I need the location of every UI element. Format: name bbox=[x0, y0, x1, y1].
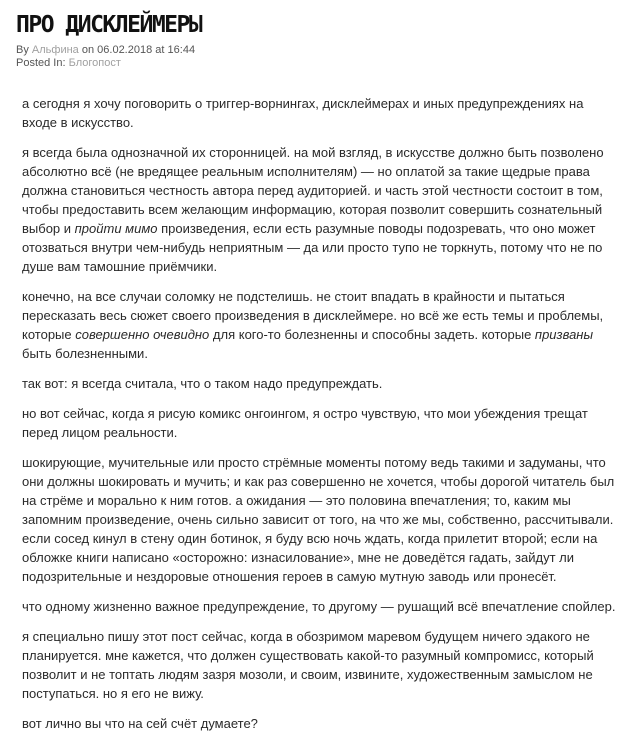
post-paragraph bbox=[22, 453, 622, 586]
posted-in-label: Posted In: bbox=[16, 57, 66, 69]
paragraph-text: вот лично вы что на сей счёт думаете? bbox=[22, 716, 258, 731]
by-prefix: By bbox=[16, 44, 29, 56]
post-title: ПРО ДИСКЛЕЙМЕРЫ bbox=[16, 12, 202, 38]
paragraph-text: для кого-то болезненны и способны задеть. которые bbox=[209, 327, 535, 342]
paragraph-text: быть болезненными. bbox=[22, 346, 148, 361]
post-paragraph bbox=[22, 94, 622, 132]
emphasis-text: совершенно очевидно bbox=[75, 327, 210, 342]
at-word: at bbox=[155, 44, 165, 56]
author-link[interactable]: Альфина bbox=[31, 44, 79, 56]
post-paragraph bbox=[22, 627, 622, 703]
emphasis-text: пройти мимо bbox=[74, 221, 158, 236]
paragraph-text: я всегда была однозначной их сторонницей. на мой взгляд, в искусстве должно быть позволено абсолютно всё (не вредящее реальным исполнителям) — но оплатой за такие щедрые права должна становиться честность автора перед аудиторией. и часть этой честности состоит в том, чтобы предоставить всем желающим информацию, которая позволит совершить сознательный выбор и bbox=[22, 145, 604, 236]
category-link[interactable]: Блогопост bbox=[68, 57, 121, 69]
post-paragraph bbox=[22, 287, 622, 363]
post-paragraph bbox=[22, 143, 622, 276]
post-paragraph bbox=[22, 597, 622, 616]
paragraph-text: так вот: я всегда считала, что о таком надо предупреждать. bbox=[22, 376, 383, 391]
on-word: on bbox=[81, 44, 95, 56]
paragraph-text: а сегодня я хочу поговорить о триггер-ворнингах, дисклеймерах и иных предупреждениях на входе в искусство. bbox=[22, 96, 584, 130]
paragraph-text: шокирующие, мучительные или просто стрёмные моменты потому ведь такими и задуманы, что они должны шокировать и мучить; и как раз совершенно не хочется, чтобы дорогой читатель был на стрёме и морально к ним готов. а ожидания — это половина впечатления; то, каким мы запомним произведение, очень сильно зависит от того, на что же мы, собственно, рассчитывали. если сосед кинул в стену один ботинок, я буду всю ночь ждать, когда прилетит второй; если на обложке книги написано «осторожно: изнасилование», мне не доведётся гадать, зайдут ли подозрительные и нездоровые отношения героев в самую мутную заводь или пронесёт. bbox=[22, 455, 615, 584]
emphasis-text: призваны bbox=[534, 327, 594, 342]
post-paragraph bbox=[22, 374, 622, 393]
post-date: 06.02.2018 bbox=[97, 44, 153, 56]
paragraph-text: произведения, если есть разумные поводы подозревать, что оно может отозваться внутри чем-нибудь неприятным — да или просто тупо не торкнуть, потому что не по душе вам тамошние приёмчики. bbox=[22, 221, 603, 274]
post-paragraph bbox=[22, 714, 622, 733]
post-category-line bbox=[16, 57, 195, 70]
post-paragraph bbox=[22, 404, 622, 442]
paragraph-text: но вот сейчас, когда я рисую комикс онгоингом, я остро чувствую, что мои убеждения трещат перед лицом реальности. bbox=[22, 406, 588, 440]
post-time: 16:44 bbox=[167, 44, 196, 56]
paragraph-text: я специально пишу этот пост сейчас, когда в обозримом маревом будущем ничего эдакого не планируется. мне кажется, что должен существовать какой-то разумный компромисс, который позволит и не топтать людям зазря мозоли, и своим, извините, художественным замыслом не поступаться. но я его не вижу. bbox=[22, 629, 594, 701]
post-byline bbox=[16, 44, 195, 57]
paragraph-text: конечно, на все случаи соломку не подстелишь. не стоит впадать в крайности и пытаться пересказать весь сюжет своего произведения в дисклеймере. но всё же есть темы и проблемы, которые bbox=[22, 289, 604, 342]
paragraph-text: что одному жизненно важное предупреждение, то другому — рушащий всё впечатление спойлер. bbox=[22, 599, 616, 614]
post-body bbox=[22, 94, 622, 744]
post-meta bbox=[16, 44, 195, 70]
